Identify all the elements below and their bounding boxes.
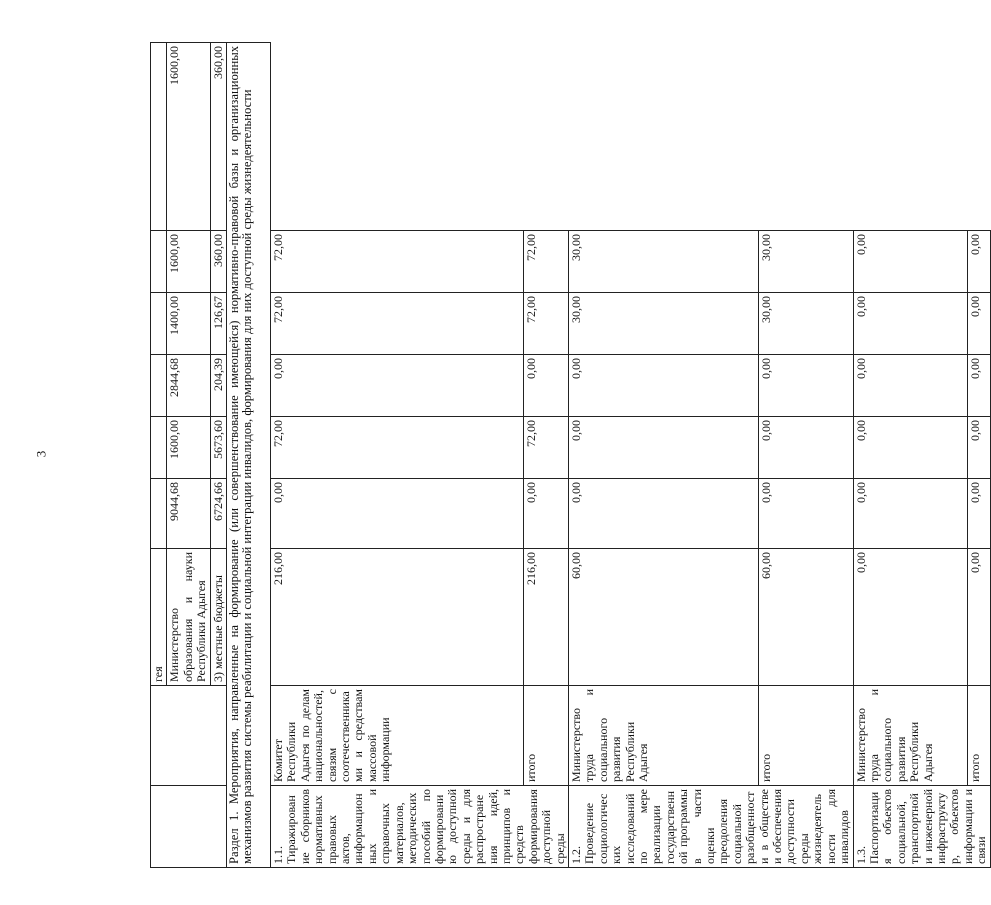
cell-value: 0,00: [968, 417, 991, 479]
cell-value: 0,00: [758, 479, 853, 549]
cell-value: 30,00: [758, 293, 853, 355]
table-row: [271, 43, 524, 868]
cell-executor: Комитет Республики Адыгея по делам национальностей, связям с соотечественниками и средствам массовой информации: [271, 686, 524, 786]
cell-value: 9044,68: [167, 479, 210, 549]
cell-value: 30,00: [568, 231, 758, 293]
cell-value: 1600,00: [167, 231, 210, 293]
cell-value: 0,00: [568, 479, 758, 549]
cell-value: 0,00: [968, 355, 991, 417]
cell-value: 0,00: [523, 479, 568, 549]
cell-value: 0,00: [853, 549, 968, 686]
cell-value: 72,00: [523, 293, 568, 355]
cell-value: 5673,60: [210, 417, 226, 479]
cell-value: 2844,68: [167, 355, 210, 417]
cell-value: 216,00: [523, 549, 568, 686]
cell-value: 204,39: [210, 355, 226, 417]
program-table: [150, 42, 991, 868]
cell-value: 60,00: [568, 549, 758, 686]
table-row: [568, 43, 758, 868]
total-label: итого: [968, 686, 991, 786]
row-name: 1.2. Проведение социологических исследований по мере реализации государственной программы в части оценки преодоления социальной разобщенности в обществе и обеспечения доступности среды жизнедеятельности для инвалидов: [568, 786, 853, 868]
cell-value: 0,00: [271, 479, 524, 549]
cell-value: 72,00: [271, 293, 524, 355]
total-row: [968, 43, 991, 868]
total-row: [758, 43, 853, 868]
total-label: итого: [523, 686, 568, 786]
cell-value: 0,00: [968, 479, 991, 549]
cell-value: 0,00: [853, 293, 968, 355]
cell-value: 0,00: [523, 355, 568, 417]
section-row: [227, 43, 271, 868]
cell-value: 1400,00: [167, 293, 210, 355]
cell-executor: Министерство образования и науки Республики Адыгея: [167, 549, 210, 686]
cell-value: 126,67: [210, 293, 226, 355]
cell-value: 30,00: [568, 293, 758, 355]
section-title: Раздел 1. Мероприятия, направленные на формирование (или совершенствование имеющейся) нормативно-правовой базы и организационных механизмов развития системы реабилитации и социальной интеграции инвалидов, формирования для них доступной среды жизнедеятельности: [227, 43, 271, 868]
cell-value: 72,00: [523, 417, 568, 479]
cell-value: 0,00: [853, 479, 968, 549]
cell-value: 0,00: [853, 417, 968, 479]
cell-executor: Министерство труда и социального развития Республики Адыгея: [568, 686, 758, 786]
cell-value: 1600,00: [167, 43, 210, 231]
row-name: 1.3. Паспортизация объектов социальной, транспортной и инженерной инфраструктур, объектов информации и связи: [853, 786, 990, 868]
cell-value: 72,00: [271, 231, 524, 293]
cell-value: 72,00: [271, 417, 524, 479]
row-name: 1.1. Тиражирование сборников нормативных правовых актов, информационных и справочных материалов, методических пособий по формированию доступной среды и для распространения идей, принципов и средств формирования доступной среды: [271, 786, 569, 868]
cell-executor: гея: [151, 549, 167, 686]
cell-value: 0,00: [968, 549, 991, 686]
page-number: 3: [33, 450, 49, 458]
cell-executor: 3) местные бюджеты: [210, 549, 226, 686]
cell-value: 0,00: [968, 231, 991, 293]
cell-value: 0,00: [568, 417, 758, 479]
cell-executor: Министерство труда и социального развития Республики Адыгея: [853, 686, 968, 786]
cell-value: 360,00: [210, 231, 226, 293]
total-row: [523, 43, 568, 868]
cell-value: 0,00: [271, 355, 524, 417]
cell-value: 0,00: [568, 355, 758, 417]
cell-value: 6724,66: [210, 479, 226, 549]
cell-value: 0,00: [853, 231, 968, 293]
cell-value: 30,00: [758, 231, 853, 293]
cell-value: 60,00: [758, 549, 853, 686]
table-row: [151, 43, 167, 868]
cell-empty: [151, 686, 227, 786]
cell-empty: [151, 786, 227, 868]
cell-value: 1600,00: [167, 417, 210, 479]
cell-value: 0,00: [758, 355, 853, 417]
total-label: итого: [758, 686, 853, 786]
cell-value: 360,00: [210, 43, 226, 231]
cell-value: 216,00: [271, 549, 524, 686]
table-row: [853, 43, 968, 868]
rotated-page: [150, 43, 989, 868]
cell-value: 0,00: [853, 355, 968, 417]
cell-value: 72,00: [523, 231, 568, 293]
cell-value: 0,00: [758, 417, 853, 479]
cell-value: 0,00: [968, 293, 991, 355]
